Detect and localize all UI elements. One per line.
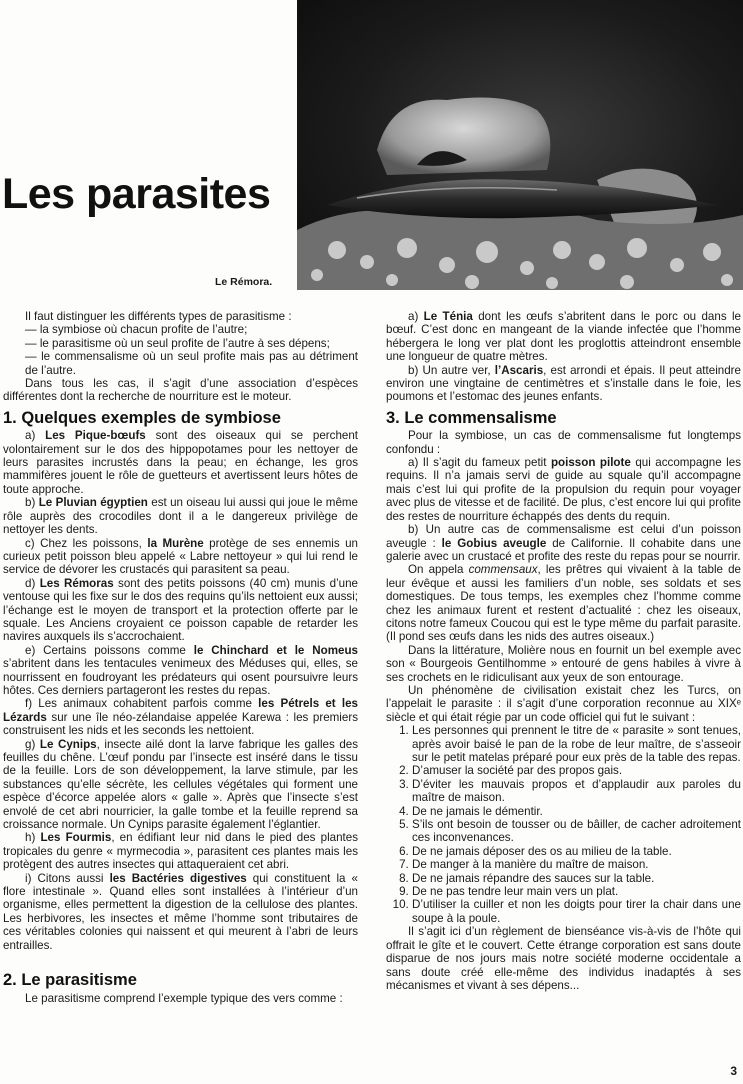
remora-illustration (297, 0, 743, 290)
parasite-rule-item: 1. Les personnes qui prennent le titre de « parasite » sont tenues, après avoir baisé le pan de la robe de leur maître, de s’asseoir sur le petit matelas préparé pour eux près de la table des repas. (412, 724, 741, 764)
rock-shape (377, 98, 550, 175)
parasite-rule-item: 4. De ne jamais le démentir. (412, 805, 741, 818)
intro-conclusion: Dans tous les cas, il s’agit d’une association d’espèces différentes dont la recherche de nourriture est le moteur. (3, 377, 358, 404)
parasite-rules-list (386, 724, 741, 925)
section1-paragraph: c) Chez les poissons, la Murène protège de ses ennemis un curieux petit poisson bleu appelé « Labre nettoyeur » qui lui rend le service de dévorer les crustacés qui parasitent sa peau. (3, 536, 358, 577)
section3-para-b: b) Un autre cas de commensalisme est celui d’un poisson aveugle : le Gobius aveugle de Californie. Il cohabite dans une galerie avec un crustacé et profite des reste du repas pour se nourrir. (386, 523, 741, 563)
section2-paragraph: b) Un autre ver, l’Ascaris, est arrondi et épais. Il peut atteindre environ une vingtaine de centimètres et s’installe dans le foie, les poumons et l’estomac des jeunes enfants. (386, 363, 741, 404)
left-column (3, 310, 358, 1005)
intro-item: — le commensalisme où un seul profite mais pas au détriment de l’autre. (25, 350, 358, 377)
section3-para-a: a) Il s’agit du fameux petit poisson pilote qui accompagne les requins. Il n’a jamais servi de guide au squale qu’il accompagne mais c’est lui qui profite de la propulsion du requin pour voyager avec plus de vitesse et de facilité. De plus, c’est encore lui qui profite des restes de nourriture échappés des dents du requin. (386, 456, 741, 523)
photo-caption: Le Rémora. (215, 276, 273, 288)
section2-paragraph: a) Le Ténia dont les œufs s’abritent dans le porc ou dans le bœuf. C’est donc en mangeant de la viande infectée que l’homme hébergera le long ver plat dont les proglottis atteindront ensemble une longueur de quatre mètres. (386, 310, 741, 364)
parasite-rule-item: 5. S’ils ont besoin de tousser ou de bâiller, de cacher adroitement ces inconvenances. (412, 818, 741, 845)
parasite-rule-item: 8. De ne jamais répandre des sauces sur la table. (412, 872, 741, 885)
parasite-rule-item: 9. De ne pas tendre leur main vers un plat. (412, 885, 741, 898)
section3-conclusion: Il s’agit ici d’un règlement de bienséance vis-à-vis de l’hôte qui offrait le gîte et le couvert. Cette étrange corporation est sans doute disparue de nos jours mais notre société moderne occidentale a sans doute créé elle-même des individus inadaptés à ses mécanismes et vivant à ses dépens... (386, 925, 741, 992)
section1-paragraph: b) Le Pluvian égyptien est un oiseau lui aussi qui joue le même rôle auprès des crocodiles dont il a le dangereux privilège de nettoyer les dents. (3, 496, 359, 537)
section1-paragraph: f) Les animaux cohabitent parfois comme les Pétrels et les Lézards sur une île néo-zélandaise appelée Karewa : les premiers construisent les nids et les seconds les nettoient. (3, 697, 358, 738)
remora-photo (297, 0, 743, 290)
section1-paragraphs (3, 429, 358, 952)
section3-para-d: Dans la littérature, Molière nous en fournit un bel exemple avec son « Bourgeois Gentilhomme » entouré de gens habiles à vivre à ses crochets en le ridiculisant aux yeux de son entourage. (386, 643, 741, 684)
right-column (386, 310, 741, 992)
section1-paragraph: g) Le Cynips, insecte ailé dont la larve fabrique les galles des feuilles du chêne. L’œuf pondu par l’insecte est inséré dans le tissu de la feuille. Lors de son développement, la larve stimule, par les substances qu’elle sécrète, les cellules végétales qui forment une espèce d’écorce appelée alors « galle ». Après que l’insecte s’est envolé de cet abri nourricier, la galle tombe et la feuille reprend sa croissance normale. Un Cynips parasite également l’églantier. (3, 737, 359, 832)
section3-para-c: On appela commensaux, les prêtres qui vivaient à la table de leur évêque et aussi les familiers d’un noble, ses soldats et ses domestiques. De tous temps, les exemples chez l’homme comme chez les animaux furent et restent d’actualité : chez les oiseaux, citons notre fameux Coucou qui est le type même du parfait parasite. (Il pond ses œufs dans les nids des autres oiseaux.) (386, 563, 741, 644)
section1-paragraph: h) Les Fourmis, en édifiant leur nid dans le pied des plantes tropicales du genre « myrmecodia », parasitent ces plantes mais les protègent des autres insectes qui attaqueraient cet abri. (3, 831, 359, 872)
section1-paragraph: e) Certains poissons comme le Chinchard et le Nomeus s’abritent dans les tentacules venimeux des Méduses qui, elles, se nourrissent en foudroyant les prédateurs qui osent poursuivre leurs hôtes. Ces derniers partageront les restes du repas. (3, 643, 358, 697)
parasite-rule-item: 6. De ne jamais déposer des os au milieu de la table. (412, 845, 741, 858)
parasite-rule-item: 7. De manger à la manière du maître de maison. (412, 858, 741, 871)
section1-heading: 1. Quelques exemples de symbiose (3, 408, 281, 427)
parasite-rule-item: 2. D’amuser la société par des propos gais. (412, 764, 741, 777)
intro-item: — la symbiose où chacun profite de l’autre; (25, 323, 248, 337)
parasite-rule-item: 10. D’utiliser la cuiller et non les doigts pour tirer la chair dans une soupe à la poule. (412, 898, 741, 925)
intro-lead: Il faut distinguer les différents types de parasitisme : (25, 310, 292, 323)
section1-paragraph: d) Les Rémoras sont des petits poissons (40 cm) munis d’une ventouse qui les fixe sur le dos des requins qu’ils nettoient eux aussi; l’échange est le moyen de transport et la protection offerte par le squale. Les Anciens croyaient ce poisson capable de retarder les navires auxquels ils s’accrochaient. (3, 576, 359, 644)
section1-paragraph: a) Les Pique-bœufs sont des oiseaux qui se perchent volontairement sur le dos des hippopotames pour les nettoyer de leurs parasites incrustés dans la peau; en échange, les gros mammifères jouent le rôle de guetteurs et avertissent leurs hôtes de toute approche. (3, 429, 359, 496)
section2-intro: Le parasitisme comprend l’exemple typique des vers comme : (25, 991, 343, 1005)
section3-para-e: Un phénomène de civilisation existait chez les Turcs, on l’appelait le parasite : il s’agit d’une corporation reconnue au XIXᵉ siècle et qui était régie par un code officiel qui fut le suivant : (386, 683, 741, 724)
page-title: Les parasites (2, 170, 271, 218)
section2-heading: 2. Le parasitisme (3, 971, 137, 990)
section1-paragraph: i) Citons aussi les Bactéries digestives qui constituent la « flore intestinale ». Quand elles sont installées à l’intérieur d’un organisme, elles permettent la digestion de la cellulose des plantes. Les herbivores, les insectes et même l’homme sont tributaires de ces véritables colonies qui naissent et qui meurent à l’abri de leurs entrailles. (3, 871, 358, 952)
section2-paragraphs (386, 310, 741, 404)
page-number: 3 (730, 1064, 737, 1078)
intro-item: — le parasitisme où un seul profite de l’autre à ses dépens; (25, 336, 330, 350)
section3-heading: 3. Le commensalisme (386, 408, 557, 427)
parasite-rule-item: 3. D’éviter les mauvais propos et d’applaudir aux paroles du maître de maison. (412, 778, 741, 805)
section3-intro: Pour la symbiose, un cas de commensalisme fut longtemps confondu : (386, 429, 741, 456)
